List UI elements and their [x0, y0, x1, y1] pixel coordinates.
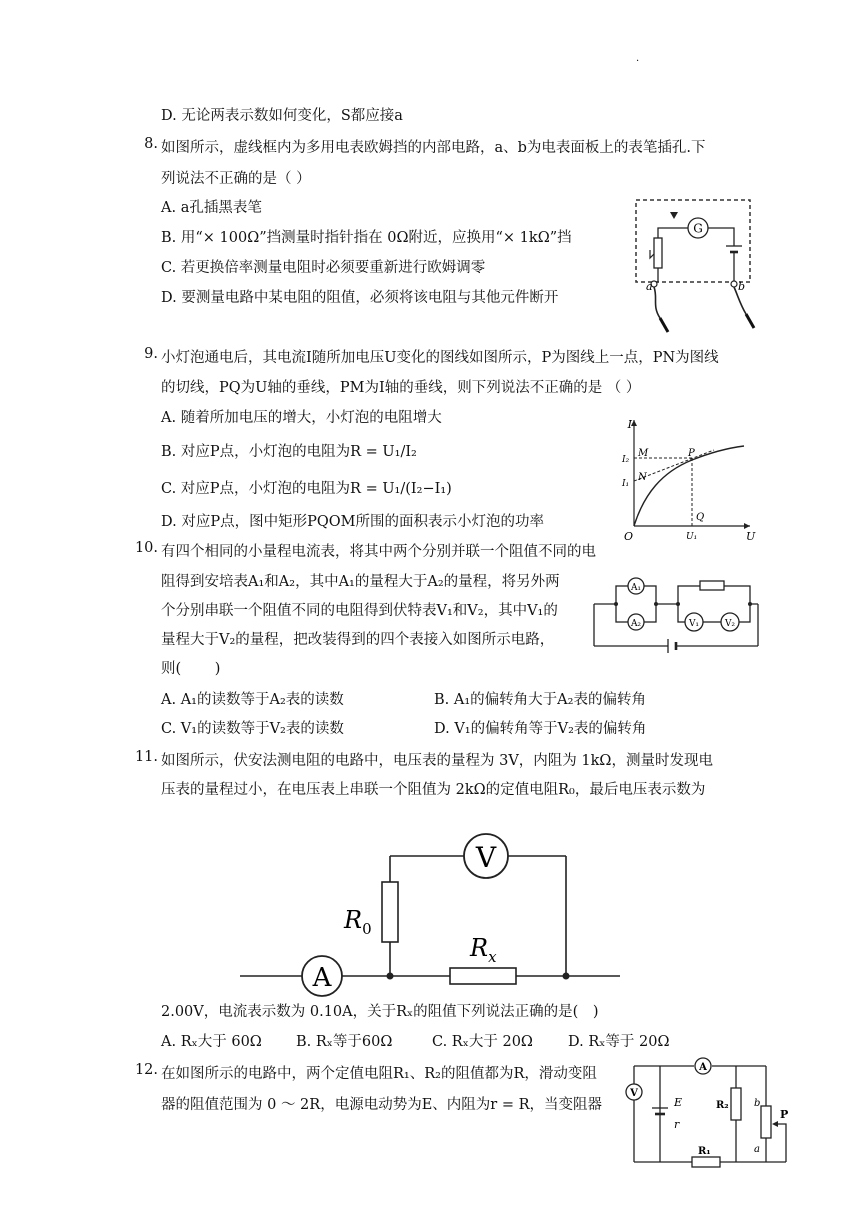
option-a: A. A₁的读数等于A₂表的读数: [161, 692, 344, 708]
axis-label-u: U: [746, 530, 756, 543]
terminal-b: [731, 281, 737, 287]
option-d: D. 要测量电路中某电阻的阻值，必须将该电阻与其他元件断开: [161, 290, 559, 306]
arrow-icon: [670, 212, 678, 219]
rheostat-icon: [654, 238, 662, 268]
voltmeter-v2-label: V₂: [724, 619, 736, 629]
voltmeter-v1-label: V₁: [688, 619, 700, 629]
rheostat-icon: [761, 1106, 771, 1138]
resistor-r1-icon: [692, 1157, 720, 1167]
origin-label: O: [624, 530, 634, 543]
iu-graph-figure: [622, 414, 758, 542]
point-q-label: Q: [696, 512, 705, 523]
point-p-label: P: [688, 448, 695, 459]
question-stem-line: 如图所示，虚线框内为多用电表欧姆挡的内部电路，a、b为电表面板上的表笔插孔.下: [161, 140, 706, 156]
question-stem-line: 器的阻值范围为 0 ～ 2R，电源电动势为E、内阻为r = R，当变阻器: [161, 1097, 602, 1113]
rheostat-end-a-label: a: [754, 1144, 760, 1155]
slider-wire: [774, 1124, 786, 1162]
question-number: 10.: [134, 540, 158, 556]
voltmeter-label: V: [630, 1088, 638, 1099]
question-stem-line: 在如图所示的电路中，两个定值电阻R₁、R₂的阻值都为R，滑动变阻: [161, 1066, 597, 1082]
resistor-icon: [700, 581, 724, 590]
option-c: C. 对应P点，小灯泡的电阻为R = U₁/(I₂−I₁): [161, 481, 452, 497]
ohmmeter-circuit-figure: [634, 198, 756, 338]
voltammetry-circuit-figure: [238, 830, 624, 993]
question-stem-line: 压表的量程过小，在电压表上串联一个阻值为 2kΩ的定值电阻R₀，最后电压表示数为: [161, 782, 706, 798]
point-m-label: M: [638, 448, 649, 459]
question-stem-line: 的切线，PQ为U轴的垂线，PM为I轴的垂线，则下列说法不正确的是 （ ）: [161, 380, 641, 396]
r1-label: R₁: [698, 1146, 711, 1157]
resistor-rx-icon: [450, 968, 516, 984]
rx-label: $R_x$: [470, 934, 497, 966]
option-a: A. 随着所加电压的增大，小灯泡的电阻增大: [161, 410, 442, 426]
ammeter-a1-label: A₁: [630, 583, 642, 593]
option-d: D. Rₓ等于 20Ω: [568, 1034, 670, 1050]
slider-arrow-icon: [772, 1121, 778, 1127]
terminal-b-label: b: [738, 280, 746, 293]
ammeter-label: A: [699, 1062, 707, 1073]
voltmeter-label: V: [475, 841, 497, 874]
tick-label-i2: I₂: [622, 455, 630, 465]
terminal-a-label: a: [646, 280, 653, 293]
resistor-r0-icon: [382, 882, 398, 942]
question-stem-line: 量程大于V₂的量程，把改装得到的四个表接入如图所示电路，: [161, 632, 555, 648]
option-c: C. Rₓ大于 20Ω: [432, 1034, 533, 1050]
question-stem-line: 有四个相同的小量程电流表，将其中两个分别并联一个阻值不同的电: [161, 544, 596, 560]
ammeter-a2-label: A₂: [630, 619, 642, 629]
q7-option-d: D. 无论两表示数如何变化，S都应接a: [161, 108, 403, 124]
rheostat-circuit-figure: [624, 1058, 798, 1170]
tick-label-i1: I₁: [622, 479, 630, 489]
internal-resistance-label: r: [674, 1118, 680, 1131]
option-b: B. 对应P点，小灯泡的电阻为R = U₁/I₂: [161, 444, 417, 460]
option-d: D. V₁的偏转角等于V₂表的偏转角: [434, 721, 647, 737]
probe-lead-icon: [654, 287, 660, 318]
option-a: A. Rₓ大于 60Ω: [161, 1034, 262, 1050]
header-dot: ·: [636, 56, 640, 67]
option-b: B. 用“× 100Ω”挡测量时指针指在 0Ω附近，应换用“× 1kΩ”挡: [161, 230, 572, 246]
question-stem-line: 阻得到安培表A₁和A₂，其中A₁的量程大于A₂的量程，将另外两: [161, 574, 560, 590]
ammeter-label: A: [312, 963, 332, 993]
question-stem-line: 小灯泡通电后，其电流I随所加电压U变化的图线如图所示，P为图线上一点，PN为图线: [161, 350, 719, 366]
question-number: 12.: [134, 1062, 158, 1078]
galvanometer-label: G: [693, 221, 703, 236]
question-stem-line: 个分别串联一个阻值不同的电阻得到伏特表V₁和V₂，其中V₁的: [161, 603, 558, 619]
slider-p-label: P: [780, 1108, 789, 1121]
question-number: 8.: [144, 136, 158, 152]
question-number: 11.: [134, 749, 158, 765]
question-stem-line: 则( ): [161, 661, 221, 677]
meter-circuit-figure: [590, 574, 762, 654]
r0-label: $R_0$: [344, 906, 372, 938]
option-b: B. A₁的偏转角大于A₂表的偏转角: [434, 692, 646, 708]
r2-label: R₂: [716, 1100, 729, 1111]
tick-label-u1: U₁: [686, 532, 698, 542]
option-a: A. a孔插黑表笔: [161, 200, 262, 216]
rheostat-end-b-label: b: [754, 1098, 761, 1109]
axis-label-i: I: [627, 418, 632, 431]
emf-label: E: [674, 1096, 683, 1109]
question-stem-line: 如图所示，伏安法测电阻的电路中，电压表的量程为 3V，内阻为 1kΩ，测量时发现电: [161, 753, 713, 769]
question-stem-line: 列说法不正确的是（ ）: [161, 171, 311, 187]
option-d: D. 对应P点，图中矩形PQOM所围的面积表示小灯泡的功率: [161, 514, 544, 530]
question-number: 9.: [144, 346, 158, 362]
option-c: C. V₁的读数等于V₂表的读数: [161, 721, 344, 737]
point-n-label: N: [638, 472, 647, 483]
question-stem-line: 2.00V，电流表示数为 0.10A，关于Rₓ的阻值下列说法正确的是( ): [161, 1004, 599, 1020]
option-b: B. Rₓ等于60Ω: [296, 1034, 393, 1050]
dashed-box: [636, 200, 750, 282]
resistor-r2-icon: [731, 1088, 741, 1120]
option-c: C. 若更换倍率测量电阻时必须要重新进行欧姆调零: [161, 260, 486, 276]
